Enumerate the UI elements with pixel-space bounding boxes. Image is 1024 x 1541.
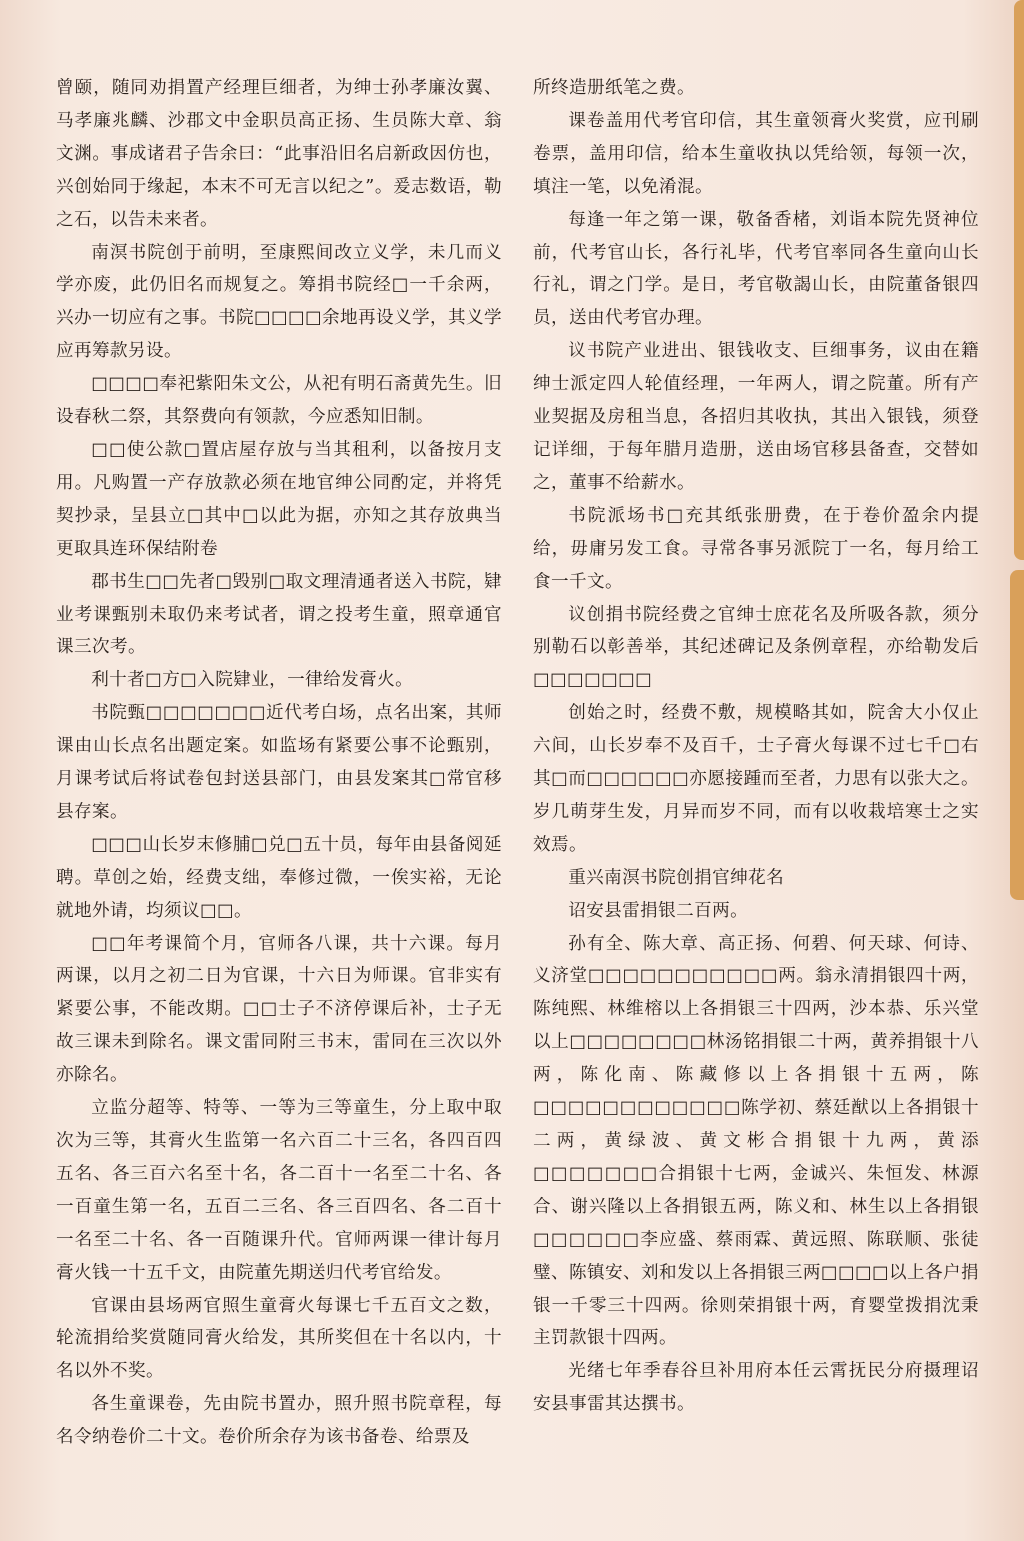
paragraph: 郡书生□□先者□毁别□取文理清通者送入书院，肄业考课甄别未取仍来考试者，谓之投考生童，照章通官课三次考。 <box>56 571 502 658</box>
paragraph: 书院派场书□充其纸张册费，在于卷价盈余内提给，毋庸另发工食。寻常各事另派院丁一名，每月给工食一千文。 <box>533 505 979 592</box>
paragraph: 每逢一年之第一课，敬备香楮，刘诣本院先贤神位前，代考官山长，各行礼毕，代考官率同各生童向山长行礼，谓之门学。是日，考官敬謁山长，由院董备银四员，送由代考官办理。 <box>533 209 979 329</box>
paragraph: 书院甄□□□□□□□近代考白场，点名出案，其师课由山长点名出题定案。如监场有紧要公事不论甄别，月课考试后将试卷包封送县部门，由县发案其□常官移县存案。 <box>56 703 502 822</box>
paragraph: □□□山长岁末修脯□兑□五十员，每年由县备阅延聘。草创之始，经费支绌，奉修过微，一俟实裕，无论就地外请，均须议□□。 <box>56 834 502 921</box>
paragraph: 诏安县雷捐银二百两。 <box>568 900 749 921</box>
paragraph: □□年考课简个月，官师各八课，共十六课。每月两课，以月之初二日为官课，十六日为师课。官非实有紧要公事，不能改期。□□士子不济停课后补，士子无故三课未到除名。课文雷同附三书末，雷同在三次以外亦除名。 <box>56 933 502 1086</box>
page-edge-tab <box>1014 0 1024 560</box>
signature-line: 光绪七年季春谷旦补用府本任云霄抚民分府摄理诏安县事雷其达撰书。 <box>533 1361 979 1415</box>
donor-list: 孙有全、陈大章、高正扬、何碧、何天球、何诗、义济堂□□□□□□□□□□□两。翁永清捐银四十两，陈纯熙、林维榕以上各捐银三十四两，沙本恭、乐兴堂以上□□□□□□□□林汤铭捐银二十两，黄养捐银十八两，陈化南、陈藏修以上各捐银十五两，陈□□□□□□□□□□□□陈学初、蔡廷猷以上各捐银十二两，黄绿波、黄文彬合捐银十九两，黄添□□□□□□□合捐银十七两，金诚兴、朱恒发、林源合、谢兴隆以上各捐银五两，陈义和、林生以上各捐银□□□□□□李应盛、蔡雨霖、黄远照、陈联顺、张徒璧、陈镇安、刘和发以上各捐银三两□□□□以上各户捐银一千零三十四两。徐则荣捐银十两，育婴堂拨捐沈秉主罚款银十四两。 <box>533 933 979 1349</box>
paragraph: 议创捐书院经费之官绅士庶花名及所吸各款，须分别勒石以彰善举，其纪述碑记及条例章程，亦给勒发后□□□□□□□ <box>533 604 979 691</box>
paragraph: 利十者□方□入院肄业，一律给发膏火。 <box>91 670 414 691</box>
right-text-column <box>533 72 979 1421</box>
left-text-column <box>56 72 502 1454</box>
donor-list-title: 重兴南溟书院创捐官绅花名 <box>568 867 785 888</box>
paragraph: 南溟书院创于前明，至康熙间改立义学，未几而义学亦废，此仍旧名而规复之。筹捐书院经□一千余两，兴办一切应有之事。书院□□□□余地再设义学，其义学应再筹款另设。 <box>56 242 502 362</box>
paragraph: 各生童课卷，先由院书置办，照升照书院章程，每名令纳卷价二十文。卷价所余存为该书备卷、给票及 <box>56 1394 502 1448</box>
paragraph: □□□□奉祀紫阳朱文公，从祀有明石斋黄先生。旧设春秋二祭，其祭费向有领款，今应悉知旧制。 <box>56 374 502 428</box>
paragraph: 创始之时，经费不敷，规模略其如，院舍大小仅止六间，山长岁奉不及百千，士子膏火每课不过七千□右其□而□□□□□□亦愿接踵而至者，力思有以张大之。岁几萌芽生发，月异而岁不同，而有以收栽培寒士之实效焉。 <box>533 703 979 855</box>
paragraph: 官课由县场两官照生童膏火每课七千五百文之数，轮流捐给奖赏随同膏火给发，其所奖但在十名以内，十名以外不奖。 <box>56 1295 502 1382</box>
paragraph: 所终造册纸笔之费。 <box>533 78 695 98</box>
paragraph: 立监分超等、特等、一等为三等童生，分上取中取次为三等，其膏火生监第一名六百二十三名，各四百四五名、各三百六名至十名，各二百十一名至二十名、各一百童生第一名，五百二三名、各三百四名、各二百十一名至二十名、各一百随课升代。官师两课一律计每月膏火钱一十五千文，由院董先期送归代考官给发。 <box>56 1098 502 1283</box>
page-edge-tab <box>1010 570 1024 900</box>
paragraph: 课卷盖用代考官印信，其生童领膏火奖赏，应刊刷卷票，盖用印信，给本生童收执以凭给领，每领一次，填注一笔，以免淆混。 <box>533 110 979 197</box>
paragraph: □□使公款□置店屋存放与当其租利，以备按月支用。凡购置一产存放款必须在地官绅公同酌定，并将凭契抄录，呈县立□其中□以此为据，亦知之其存放典当更取具连环保结附卷 <box>56 439 502 559</box>
paragraph: 曾颐，随同劝捐置产经理巨细者，为绅士孙孝廉汝翼、马孝廉兆麟、沙郡文中金职员高正扬、生员陈大章、翁文渊。事成诸君子告余曰：“此事沿旧名启新政因仿也，兴创始同于缘起，本末不可无言以纪之”。爰志数语，勒之石，以告未来者。 <box>56 78 502 230</box>
paragraph: 议书院产业进出、银钱收支、巨细事务，议由在籍绅士派定四人轮值经理，一年两人，谓之院董。所有产业契据及房租当息，各招归其收执，其出入银钱，须登记详细，于每年腊月造册，送由场官移县备查，交替如之，董事不给薪水。 <box>533 341 979 493</box>
